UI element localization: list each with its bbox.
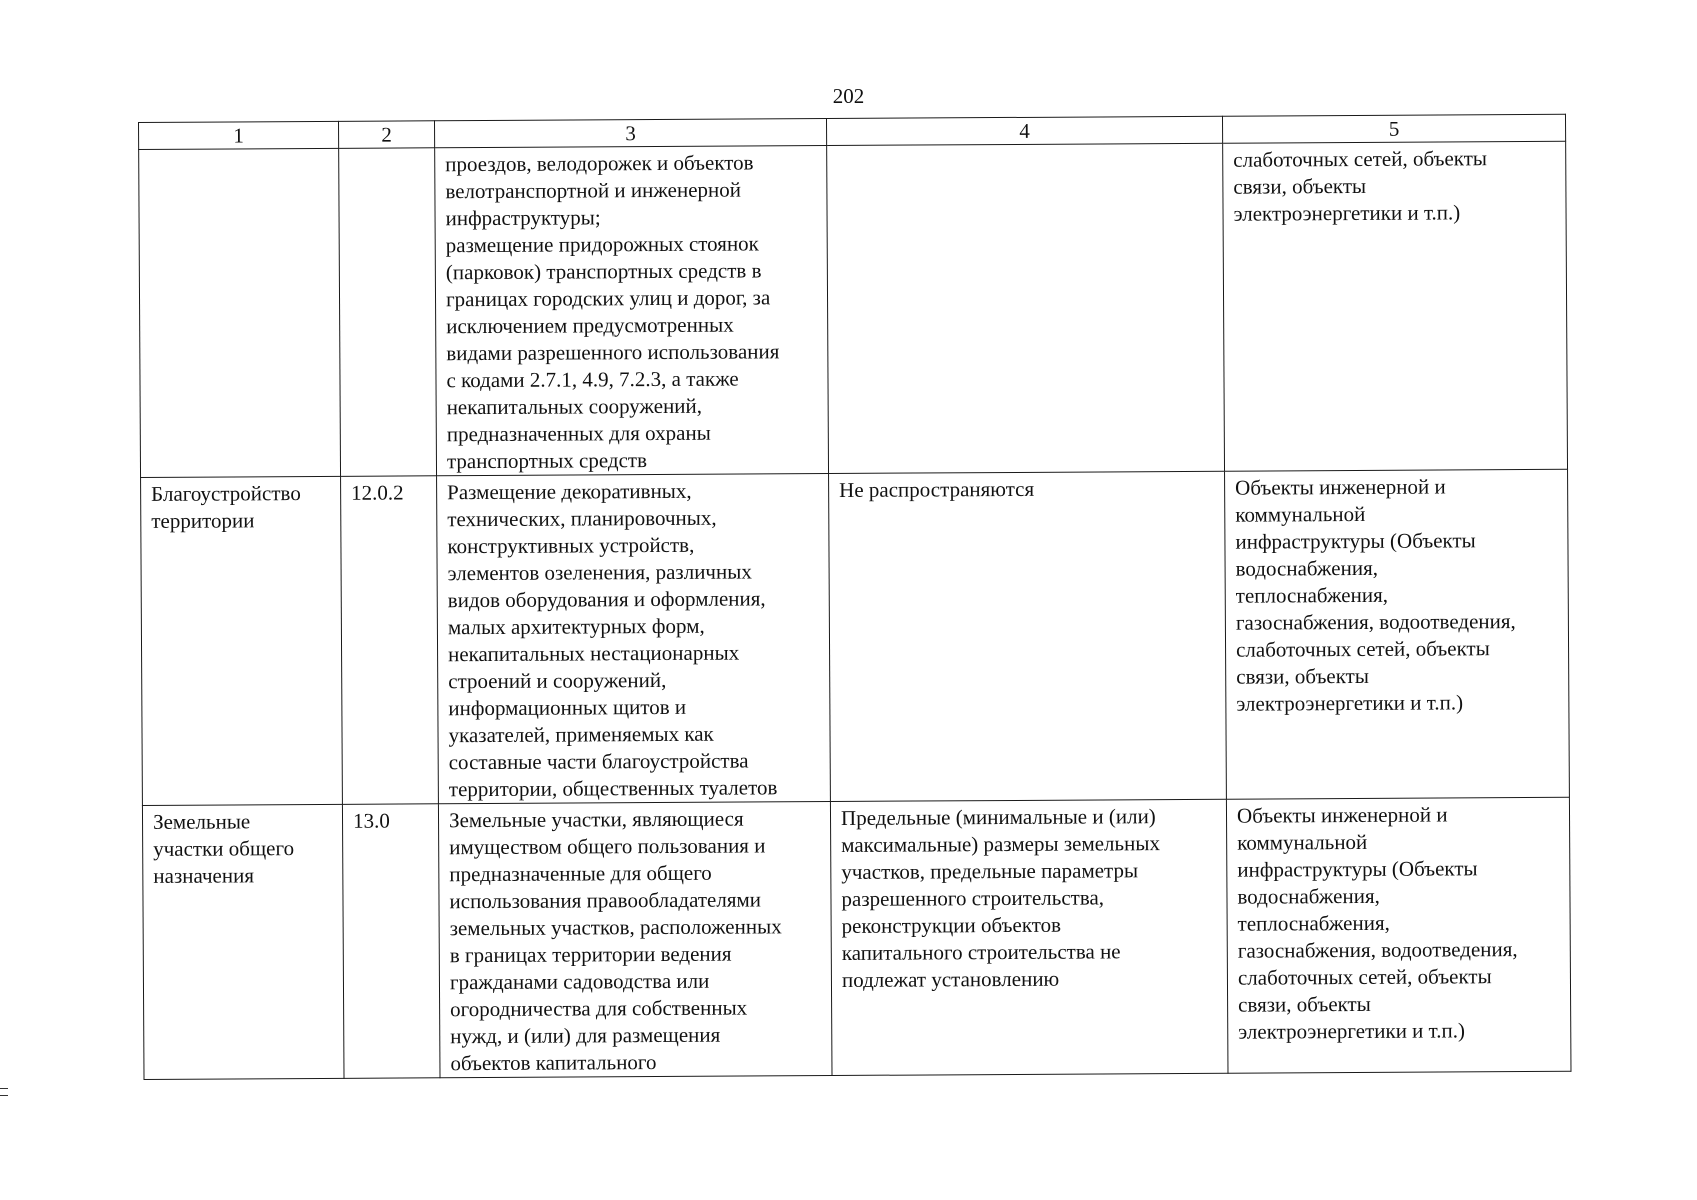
margin-mark [0, 1088, 8, 1096]
land-use-table [138, 114, 1571, 1080]
use-name-cell: Благоустройство территории [141, 476, 343, 805]
use-description-cell: Земельные участки, являющиеся имуществом общего пользования и предназначенные для общего использования правообладателями земельных участков, расположенных в границах территории ведения гражданами садоводства или огородничества для собственных нужд, и (или) для размещения объектов капитального [438, 802, 832, 1078]
use-name-cell [139, 148, 341, 477]
parameters-cell [827, 143, 1225, 473]
table-row [141, 469, 1570, 805]
column-header: 2 [338, 121, 434, 149]
use-description-cell: Размещение декоративных, технических, планировочных, конструктивных устройств, элементов озеленения, различных видов оборудования и оформления, малых архитектурных форм, некапитальных нестационарных строений и сооружений, информационных щитов и указателей, применяемых как составные части благоустройства территории, общественных туалетов [437, 474, 831, 804]
table-row [142, 797, 1571, 1079]
use-name-cell: Земельные участки общего назначения [142, 804, 344, 1079]
use-code-cell: 12.0.2 [341, 476, 439, 805]
objects-cell: слаботочных сетей, объекты связи, объекты электроэнергетики и т.п.) [1223, 141, 1568, 471]
column-header: 4 [826, 116, 1222, 145]
column-header: 5 [1222, 114, 1565, 143]
use-code-cell [339, 148, 437, 477]
use-description-cell: проездов, велодорожек и объектов велотранспортной и инженерной инфраструктуры; размещение придорожных стоянок (парковок) транспортных средств в границах городских улиц и дорог, за исключением предусмотренных видами разрешенного использования с кодами 2.7.1, 4.9, 7.2.3, а также некапитальных сооружений, предназначенных для охраны транспортных средств [435, 146, 829, 476]
objects-cell: Объекты инженерной и коммунальной инфраструктуры (Объекты водоснабжения, теплоснабжения, газоснабжения, водоотведения, слаботочных сетей, объекты связи, объекты электроэнергетики и т.п.) [1225, 469, 1570, 799]
objects-cell: Объекты инженерной и коммунальной инфраструктуры (Объекты водоснабжения, теплоснабжения, газоснабжения, водоотведения, слаботочных сетей, объекты связи, объекты электроэнергетики и т.п.) [1226, 797, 1571, 1073]
parameters-cell: Не распространяются [829, 471, 1227, 801]
page-number: 202 [832, 84, 865, 108]
column-header: 1 [139, 121, 339, 149]
column-header: 3 [434, 119, 826, 148]
table-row [139, 141, 1568, 477]
parameters-cell: Предельные (минимальные и (или) максимальные) размеры земельных участков, предельные параметры разрешенного строительства, реконструкции объектов капитального строительства не подлежат установлению [830, 799, 1228, 1075]
use-code-cell: 13.0 [342, 804, 440, 1079]
